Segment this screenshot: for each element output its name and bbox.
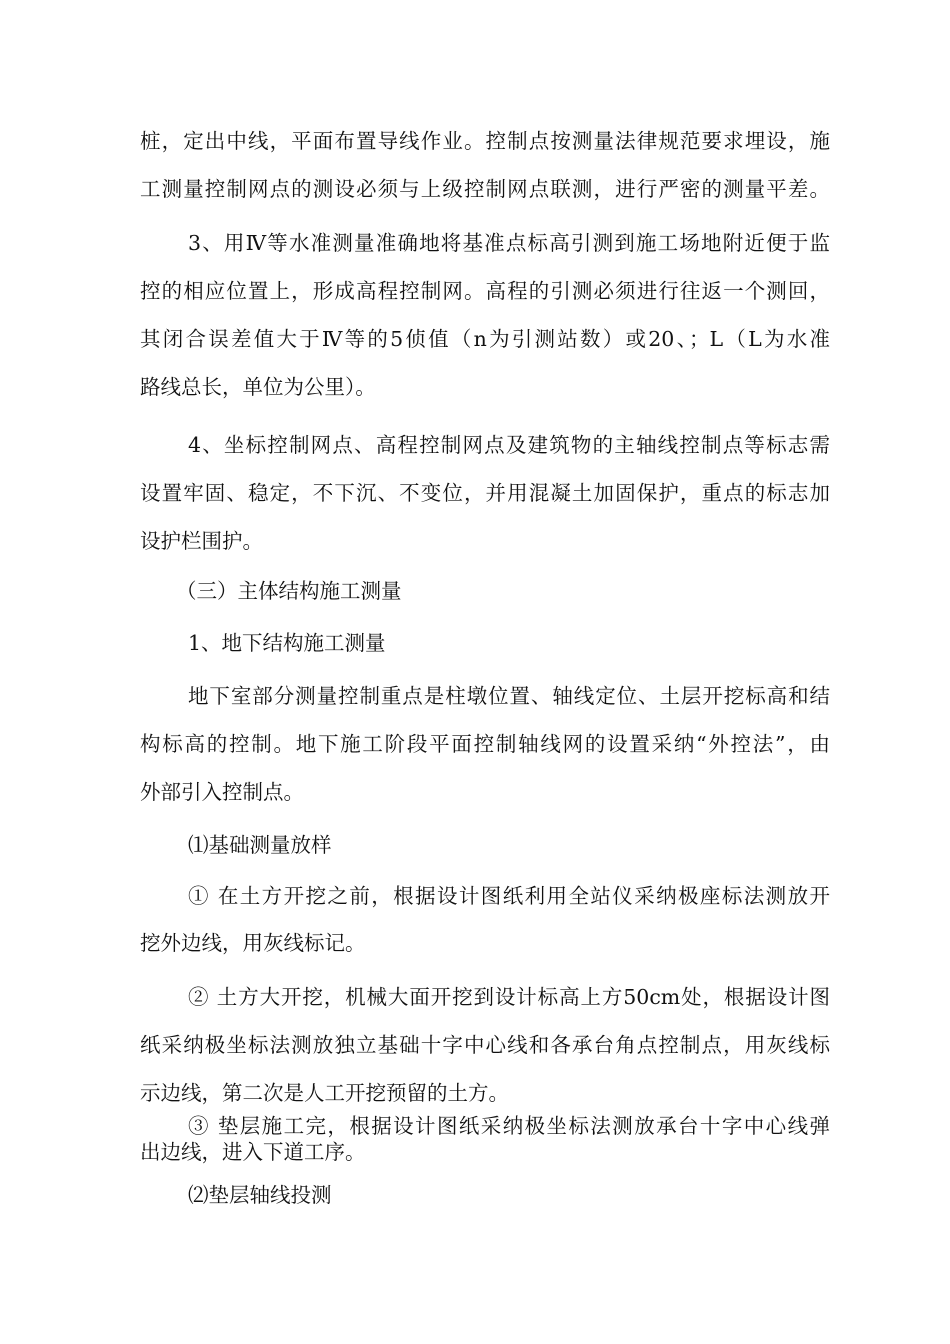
item-heading: ⑴基础测量放样 (188, 833, 332, 857)
paragraph-line: 出边线，进入下道工序。 (140, 1140, 366, 1164)
paragraph-line: 桩，定出中线，平面布置导线作业。控制点按测量法律规范要求埋设，施 (140, 129, 830, 153)
paragraph-line: 控的相应位置上，形成高程控制网。高程的引测必须进行往返一个测回， (140, 279, 830, 303)
paragraph-line: 3、用Ⅳ等水准测量准确地将基准点标高引测到施工场地附近便于监 (188, 231, 830, 255)
section-heading: （三）主体结构施工测量 (176, 579, 402, 603)
paragraph-line: 4、坐标控制网点、高程控制网点及建筑物的主轴线控制点等标志需 (188, 433, 830, 457)
paragraph-line: 其闭合误差值大于Ⅳ等的5侦值（n为引测站数）或20、；L（L为水准 (140, 327, 830, 351)
paragraph-line: 工测量控制网点的测设必须与上级控制网点联测，进行严密的测量平差。 (140, 177, 830, 201)
paragraph-line: ② 土方大开挖，机械大面开挖到设计标高上方50cm处，根据设计图 (188, 985, 830, 1009)
paragraph-line: ③ 垫层施工完，根据设计图纸采纳极坐标法测放承台十字中心线弹 (188, 1114, 830, 1138)
paragraph-line: 路线总长，单位为公里）。 (140, 375, 376, 399)
paragraph-line: 设置牢固、稳定，不下沉、不变位，并用混凝土加固保护，重点的标志加 (140, 481, 830, 505)
paragraph-line: 构标高的控制。地下施工阶段平面控制轴线网的设置采纳“外控法”，由 (140, 732, 830, 756)
item-heading: ⑵垫层轴线投测 (188, 1183, 332, 1207)
paragraph-line: ① 在土方开挖之前，根据设计图纸利用全站仪采纳极座标法测放开 (188, 884, 830, 908)
paragraph-line: 外部引入控制点。 (140, 780, 304, 804)
paragraph-line: 纸采纳极坐标法测放独立基础十字中心线和各承台角点控制点，用灰线标 (140, 1033, 830, 1057)
subsection-heading: 1、地下结构施工测量 (188, 631, 386, 655)
paragraph-line: 挖外边线，用灰线标记。 (140, 931, 366, 955)
paragraph-line: 示边线，第二次是人工开挖预留的土方。 (140, 1081, 509, 1105)
paragraph-line: 设护栏围护。 (140, 529, 263, 553)
paragraph-line: 地下室部分测量控制重点是柱墩位置、轴线定位、土层开挖标高和结 (188, 684, 830, 708)
